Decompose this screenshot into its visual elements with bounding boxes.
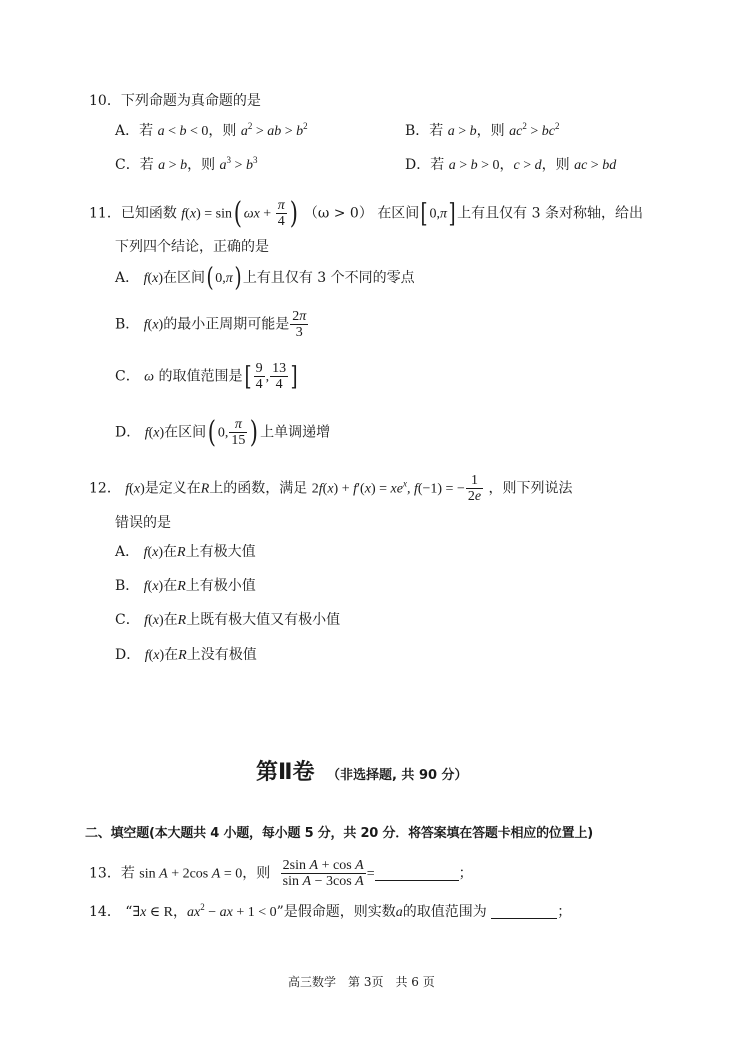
- q11-stem-line2: 下列四个结论，正确的是: [115, 239, 269, 255]
- answer-blank[interactable]: [491, 904, 557, 919]
- option-label: D．: [405, 157, 431, 173]
- section-title-sub: （非选择题, 共 90 分）: [326, 768, 468, 783]
- option-label: B．: [115, 578, 140, 594]
- q10-option-d: D．若 a > b > 0，c > d，则 ac > bd: [405, 157, 617, 173]
- fraction-expression: $\frac{\text{2sin A + cos A}}{\text{sin A − 3cos A}}$: [282, 858, 364, 889]
- option-text: 若: [139, 157, 154, 173]
- option-label: D．: [115, 424, 141, 441]
- option-label: A．: [115, 123, 140, 139]
- q13-stem: 13．若 sin A + 2cos A = 0，则 $\frac{\text{2sin A + cos A}}{\text{sin A − 3cos A}}$ = ；: [89, 858, 473, 889]
- q14-stem: 14． “∃x ∈ R，$ax^2$ − ax + 1 < 0”是假命题，则实数a的取值范围为 ；: [89, 902, 572, 920]
- fraction-1-over-2e: $\frac{1}{2e}$: [467, 473, 482, 504]
- q12-option-d: D． f(x)在R上没有极值: [115, 647, 257, 663]
- part-heading: 二、填空题(本大题共 4 小题，每小题 5 分，共 20 分．将答案填在答题卡相应的位置上): [85, 826, 594, 841]
- question-number: 14．: [89, 904, 121, 920]
- page-footer: 高三数学 第 3页 共 6 页: [288, 975, 435, 989]
- option-label: B．: [405, 123, 430, 139]
- option-text: 若: [139, 123, 154, 139]
- option-text: 若: [430, 157, 445, 173]
- q10-option-b: B．若 a > b，则 $ac^2 > bc^2$: [405, 121, 560, 139]
- option-label: C．: [115, 368, 140, 385]
- q10-option-c: C．若 a > b，则 $a^3 > b^3$: [115, 155, 258, 173]
- q10-stem: 10．下列命题为真命题的是: [89, 93, 261, 109]
- q11-option-c: C． ω 的取值范围是[ $\frac{9}{4}$ , $\frac{13}{4}$ ]: [115, 361, 298, 392]
- section-title-main: 第Ⅱ卷: [256, 760, 315, 785]
- q12-option-c: C． f(x)在R上既有极大值又有极小值: [115, 612, 341, 628]
- option-label: C．: [115, 157, 140, 173]
- q12-option-b: B． f(x)在R上有极小值: [115, 578, 256, 594]
- q12-option-a: A． f(x)在R上有极大值: [115, 544, 256, 560]
- q12-stem-line2: 错误的是: [115, 515, 171, 531]
- answer-blank[interactable]: [375, 866, 459, 881]
- fraction-pi-over-4: $\frac{\pi}{4}$: [277, 198, 285, 229]
- question-number: 13．: [89, 865, 121, 882]
- q11-option-b: B． f(x)的最小正周期可能是 $\frac{2\pi}{3}$: [115, 309, 307, 340]
- q11-option-d: D． f(x)在区间( 0, $\frac{\pi}{15}$ ) 上单调递增: [115, 414, 331, 450]
- q12-stem: 12． f(x)是定义在R上的函数，满足 $2f(x) + f'(x) = xe^x$, f(−1) = − $\frac{1}{2e}$ ，则下列说法: [89, 473, 573, 504]
- option-label: D．: [115, 647, 141, 663]
- option-text: 若: [429, 123, 444, 139]
- option-label: B．: [115, 316, 140, 333]
- option-label: C．: [115, 612, 140, 628]
- q11-stem: 11．已知函数 f(x) = sin( ωx + $\frac{\pi}{4}$ ) （ω > 0） 在区间[ 0,π] 上有且仅有 3 条对称轴，给出: [89, 195, 643, 231]
- q11-option-a: A． f(x)在区间( 0,π) 上有且仅有 3 个不同的零点: [115, 263, 415, 293]
- q10-option-a: A．若 a < b < 0，则 $a^2$ > ab > $b^2$: [115, 121, 308, 139]
- fraction-2pi-over-3: $\frac{2\pi}{3}$: [292, 309, 307, 340]
- question-number: 12．: [89, 480, 121, 497]
- option-label: A．: [115, 544, 140, 560]
- section-title: [256, 759, 468, 790]
- option-label: A．: [115, 270, 140, 286]
- question-number: 11．: [89, 205, 121, 222]
